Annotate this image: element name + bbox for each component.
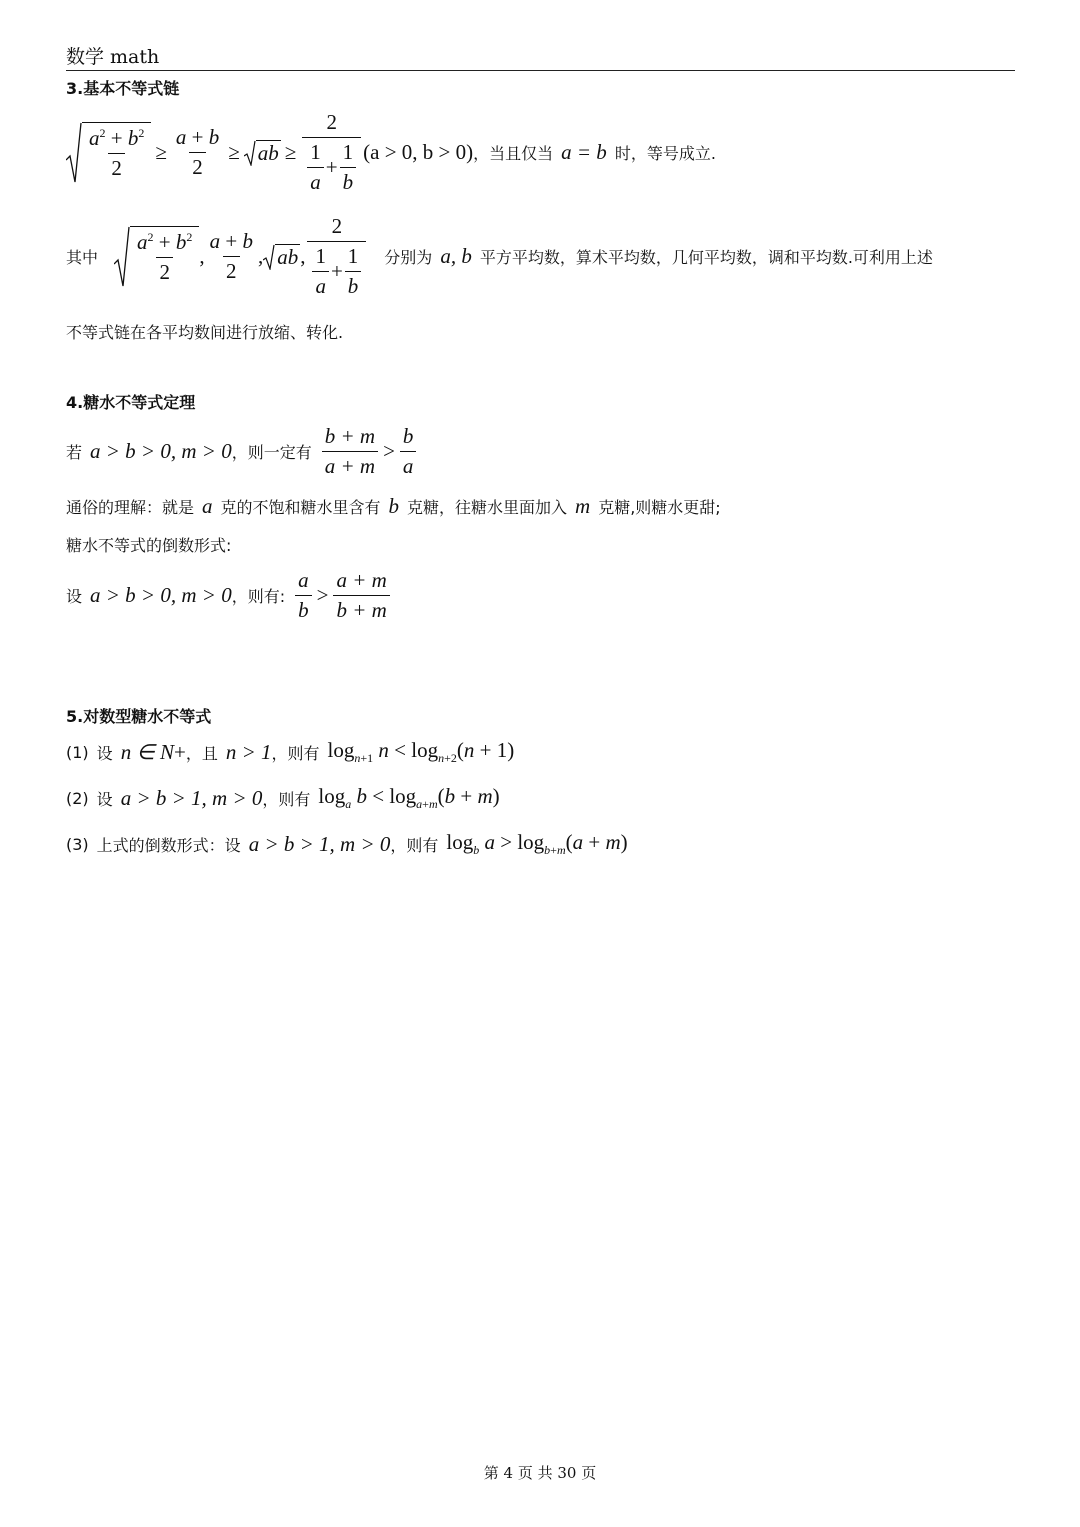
quadratic-mean: $\frac{a^2 + b^2}{2}$ — [66, 122, 151, 184]
log-item-3: (3) 上式的倒数形式：设 a > b > 1, m > 0 ，则有 $\log_b a > \log_{b+m}(a + m)$ — [66, 830, 628, 858]
log-item-2: (2) 设 a > b > 1, m > 0 ，则有 $\log_a b < \log_{a+m}(b + m)$ — [66, 784, 500, 812]
header-title: 数学 math — [66, 46, 160, 68]
sugar-water-explanation: 通俗的理解：就是 a 克的不饱和糖水里含有 b 克糖，往糖水里面加入 m 克糖,则糖水更甜; — [66, 494, 721, 518]
sugar-water-theorem: 若 a > b > 0, m > 0 ，则一定有 $\frac{b + m}{a + m}$ > $\frac{b}{a}$ — [66, 424, 418, 479]
arithmetic-mean: $\frac{a + b}{2}$ — [175, 125, 220, 179]
page-number: 第 4 页 共 30 页 — [483, 1464, 597, 1482]
inequality-chain: $\frac{a^2 + b^2}{2}$ ≥ $\frac{a + b}{2}$ ≥ ab ≥ 2 $\frac{1}{a}$ + $\frac{1}{b}$ (a > 0, b > 0) ，当且仅当 a = b 时，等号成立. — [66, 110, 716, 195]
section-5-title: 5.对数型糖水不等式 — [66, 707, 212, 726]
header-rule — [66, 70, 1015, 71]
section-4-title: 4.糖水不等式定理 — [66, 393, 196, 412]
harmonic-mean: 2 $\frac{1}{a}$ + $\frac{1}{b}$ — [302, 110, 361, 195]
condition-positive: (a > 0, b > 0) — [363, 140, 474, 164]
equality-condition: a = b — [561, 140, 607, 164]
section-3-title: 3.基本不等式链 — [66, 79, 180, 98]
section-3-note: 不等式链在各平均数间进行放缩、转化. — [66, 323, 344, 342]
reciprocal-title: 糖水不等式的倒数形式: — [66, 536, 232, 555]
means-list-line: 其中 $\frac{a^2 + b^2}{2}$ , $\frac{a + b}{2}$ , ab , 2 $\frac{1}{a}$ + $\frac{1}{b}$ 分别为 a, b 平方平均数，算术平均数，几何平均数，调和平均数.可利用上述 — [66, 214, 933, 298]
reciprocal-form: 设 a > b > 0, m > 0 ，则有: $\frac{a}{b}$ > $\frac{a + m}{b + m}$ — [66, 568, 392, 623]
log-item-1: (1) 设 n ∈ N + ，且 n > 1 ，则有 $\log_{n+1} n < \log_{n+2}(n + 1)$ — [66, 738, 515, 766]
geometric-mean: ab — [244, 140, 281, 166]
